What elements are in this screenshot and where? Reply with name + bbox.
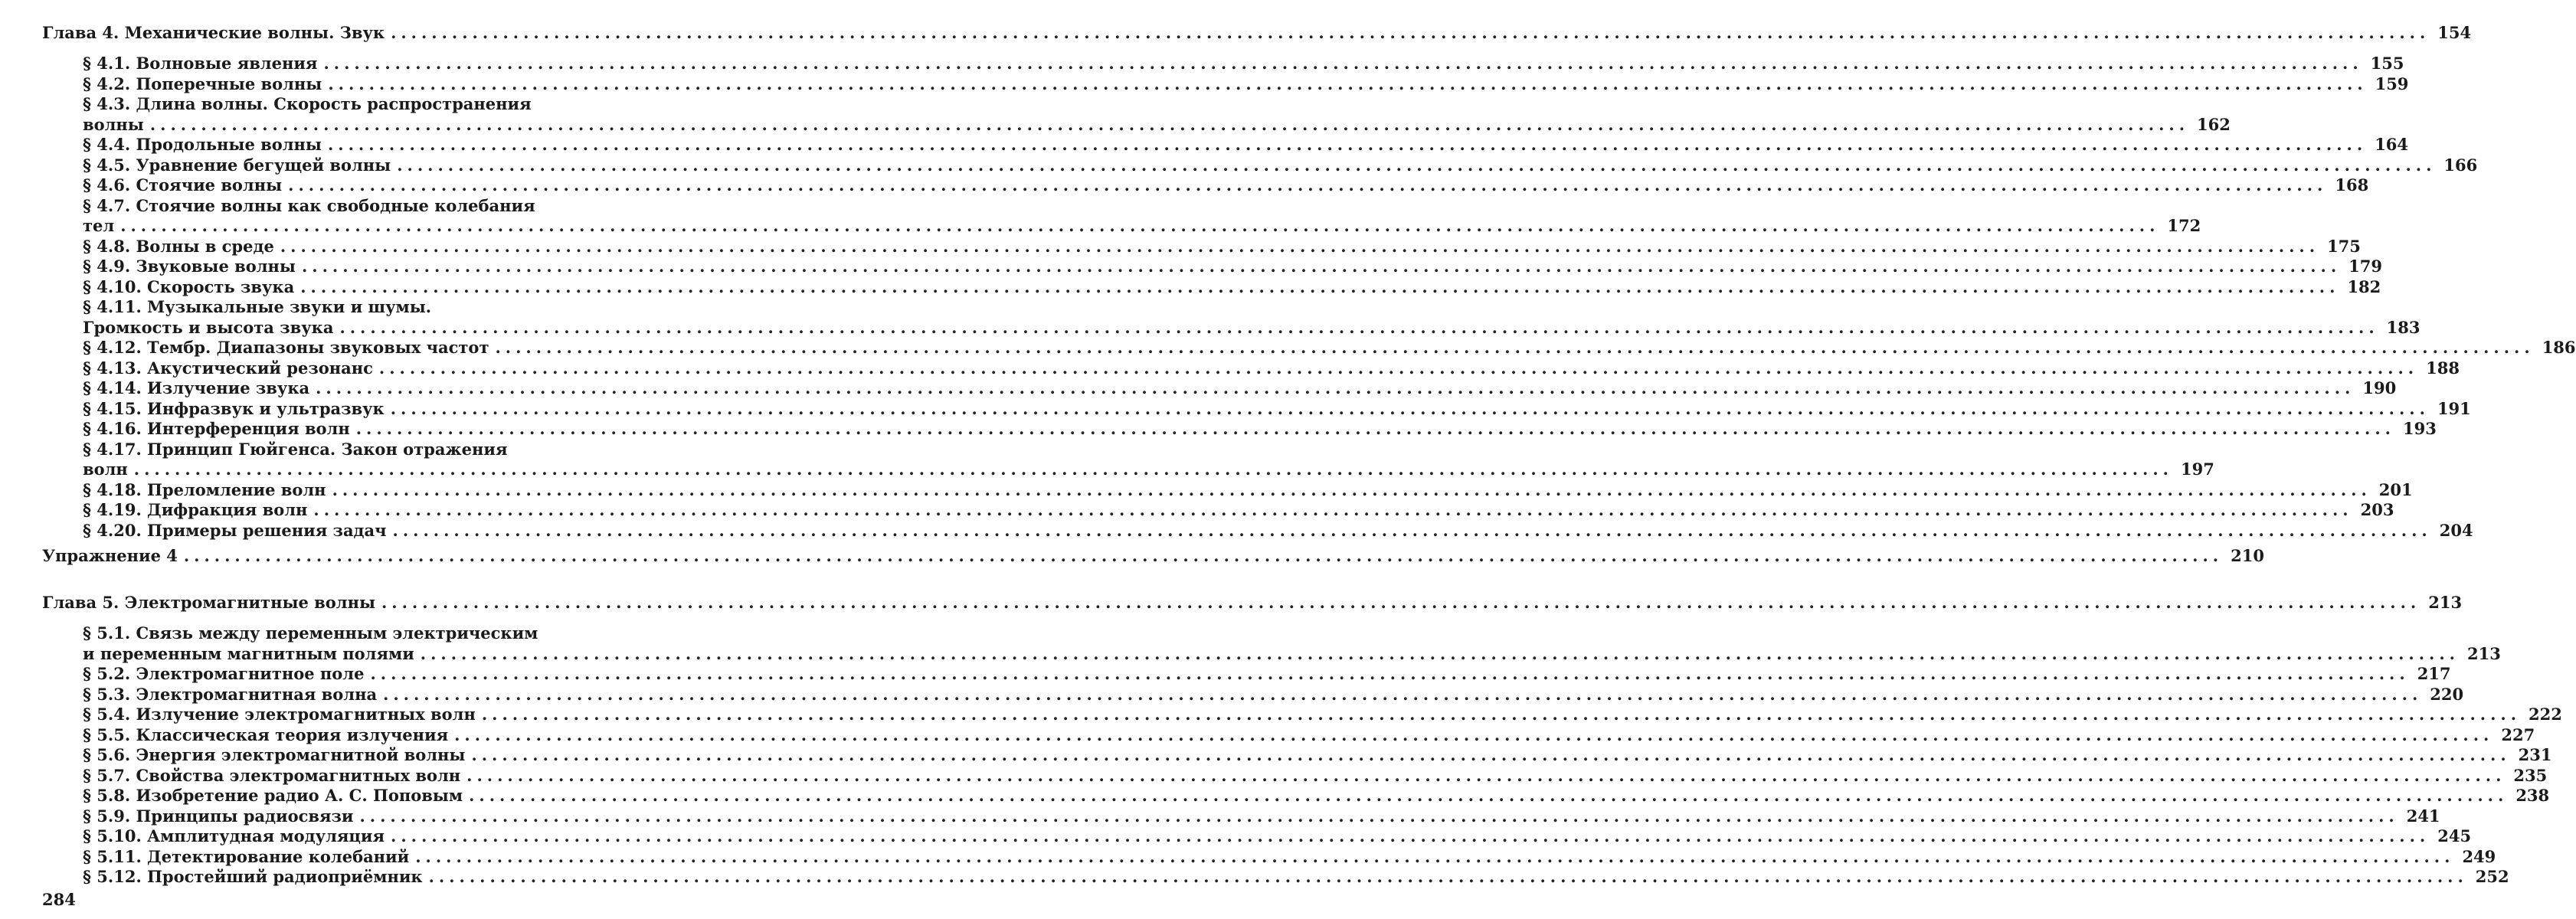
dot-leader: ........................................................................................................................................................................................................ — [471, 745, 2511, 764]
entry-title: § 5.3. Электромагнитная волна — [83, 685, 378, 704]
entry-title: § 5.1. Связь между переменным электрическим — [83, 623, 538, 643]
toc-entry — [83, 196, 672, 216]
entry-title: § 4.7. Стоячие волны как свободные колебания — [83, 196, 535, 215]
entry-title: и переменным магнитным полями — [83, 644, 414, 663]
entry-page: 162 — [2197, 115, 2231, 134]
entry-title: § 4.17. Принцип Гюйгенса. Закон отражения — [83, 440, 508, 459]
entry-page: 213 — [2467, 644, 2501, 663]
entry-title: § 4.1. Волновые явления — [83, 54, 318, 73]
entry-page: 186 — [2542, 338, 2576, 357]
toc-entry — [83, 623, 672, 643]
entry-title: Глава 4. Механические волны. Звук — [42, 23, 385, 42]
entry-title: Глава 5. Электромагнитные волны — [42, 593, 375, 612]
dot-leader: ........................................................................................................................................................................................................ — [332, 480, 2371, 499]
dot-leader: ........................................................................................................................................................................................................ — [280, 237, 2320, 256]
entry-title: § 4.6. Стоячие волны — [83, 175, 283, 195]
toc-entry — [83, 277, 2381, 297]
toc-entry — [83, 867, 2509, 887]
entry-title: § 5.2. Электромагнитное поле — [83, 664, 365, 683]
dot-leader: ........................................................................................................................................................................................................ — [390, 399, 2430, 418]
chapter-heading — [42, 23, 2472, 43]
entry-title: § 4.8. Волны в среде — [83, 237, 274, 256]
entry-page: 241 — [2406, 806, 2440, 826]
entry-title: волн — [83, 460, 128, 479]
entry-title: Громкость и высота звука — [83, 318, 334, 337]
dot-leader: ........................................................................................................................................................................................................ — [428, 867, 2468, 886]
entry-page: 220 — [2430, 685, 2464, 704]
dot-leader: ........................................................................................................................................................................................................ — [370, 664, 2410, 683]
entry-title: § 5.11. Детектирование колебаний — [83, 847, 410, 866]
entry-title: § 5.7. Свойства электромагнитных волн — [83, 766, 461, 785]
toc-entry — [83, 644, 2501, 664]
dot-leader: ........................................................................................................................................................................................................ — [415, 847, 2455, 866]
entry-page: 190 — [2362, 378, 2397, 397]
dot-leader: ........................................................................................................................................................................................................ — [323, 54, 2363, 73]
entry-title: § 4.9. Звуковые волны — [83, 257, 296, 276]
entry-page: 179 — [2349, 257, 2383, 276]
dot-leader: ........................................................................................................................................................................................................ — [301, 257, 2342, 276]
toc-entry — [83, 358, 2460, 378]
dot-leader: ........................................................................................................................................................................................................ — [355, 419, 2395, 438]
dot-leader: ........................................................................................................................................................................................................ — [391, 23, 2430, 42]
toc-entry — [83, 318, 2421, 338]
toc-entry — [83, 94, 672, 114]
dot-leader: ........................................................................................................................................................................................................ — [313, 500, 2353, 519]
dot-leader: ........................................................................................................................................................................................................ — [397, 155, 2437, 175]
dot-leader: ........................................................................................................................................................................................................ — [391, 826, 2430, 845]
dot-leader: ........................................................................................................................................................................................................ — [133, 460, 2173, 479]
dot-leader: ........................................................................................................................................................................................................ — [327, 135, 2368, 154]
entry-page: 154 — [2437, 23, 2472, 42]
entry-title: § 4.18. Преломление волн — [83, 480, 326, 499]
dot-leader: ........................................................................................................................................................................................................ — [183, 546, 2224, 565]
dot-leader: ........................................................................................................................................................................................................ — [378, 358, 2419, 378]
entry-title: § 5.9. Принципы радиосвязи — [83, 806, 354, 826]
toc-entry — [83, 685, 2464, 705]
chapter-heading — [42, 593, 2463, 613]
toc-entry — [83, 440, 672, 460]
entry-title: § 5.5. Классическая теория излучения — [83, 725, 449, 744]
dot-leader: ........................................................................................................................................................................................................ — [288, 175, 2328, 195]
toc-entry — [83, 480, 2413, 500]
entry-page: 222 — [2529, 705, 2562, 724]
entry-page: 182 — [2347, 277, 2381, 296]
toc-entry — [83, 237, 2361, 257]
dot-leader: ........................................................................................................................................................................................................ — [383, 685, 2423, 704]
toc-entry — [83, 399, 2471, 419]
entry-page: 188 — [2426, 358, 2460, 378]
toc-entry — [83, 705, 2562, 724]
dot-leader: ........................................................................................................................................................................................................ — [495, 338, 2535, 357]
toc-entry — [83, 54, 2404, 74]
dot-leader: ........................................................................................................................................................................................................ — [454, 725, 2494, 744]
toc-entry — [83, 257, 2383, 276]
entry-title: § 4.19. Дифракция волн — [83, 500, 308, 519]
dot-leader: ........................................................................................................................................................................................................ — [466, 766, 2506, 785]
entry-title: § 4.12. Тембр. Диапазоны звуковых частот — [83, 338, 489, 357]
exercise-entry — [42, 546, 2264, 566]
entry-title: § 4.5. Уравнение бегущей волны — [83, 155, 391, 175]
entry-page: 238 — [2515, 786, 2550, 805]
toc-entry — [83, 766, 2548, 786]
dot-leader: ........................................................................................................................................................................................................ — [481, 705, 2522, 724]
toc-entry — [83, 460, 2214, 479]
entry-title: § 5.10. Амплитудная модуляция — [83, 826, 385, 845]
entry-title: § 4.13. Акустический резонанс — [83, 358, 373, 378]
entry-page: 204 — [2439, 521, 2473, 540]
dot-leader: ........................................................................................................................................................................................................ — [392, 521, 2432, 540]
entry-title: § 4.10. Скорость звука — [83, 277, 295, 296]
toc-entry — [83, 297, 672, 317]
dot-leader: ........................................................................................................................................................................................................ — [120, 216, 2160, 235]
entry-page: 213 — [2428, 593, 2463, 612]
toc-entry — [83, 378, 2397, 398]
entry-page: 155 — [2370, 54, 2404, 73]
toc-entry — [83, 338, 2576, 358]
entry-title: § 4.14. Излучение звука — [83, 378, 310, 397]
entry-page: 210 — [2231, 546, 2264, 565]
toc-entry — [83, 664, 2451, 684]
entry-page: 159 — [2375, 74, 2409, 93]
entry-title: § 4.11. Музыкальные звуки и шумы. — [83, 297, 432, 316]
toc-entry — [83, 500, 2394, 520]
entry-title: волны — [83, 115, 144, 134]
entry-title: § 5.8. Изобретение радио А. С. Поповым — [83, 786, 463, 805]
entry-page: 249 — [2462, 847, 2496, 866]
entry-title: § 4.2. Поперечные волны — [83, 74, 322, 93]
dot-leader: ........................................................................................................................................................................................................ — [339, 318, 2379, 337]
entry-page: 183 — [2386, 318, 2421, 337]
page-number: 284 — [42, 890, 76, 909]
entry-page: 252 — [2475, 867, 2509, 886]
dot-leader: ........................................................................................................................................................................................................ — [328, 74, 2368, 93]
toc-entry — [83, 155, 2478, 175]
entry-page: 191 — [2437, 399, 2471, 418]
toc-entry — [83, 786, 2550, 806]
entry-page: 193 — [2402, 419, 2437, 438]
entry-page: 175 — [2327, 237, 2361, 256]
toc-entry — [83, 745, 2552, 765]
toc-entry — [83, 419, 2437, 439]
toc-entry — [83, 847, 2496, 867]
entry-title: § 4.20. Примеры решения задач — [83, 521, 387, 540]
entry-page: 168 — [2335, 175, 2369, 195]
entry-page: 231 — [2518, 745, 2552, 764]
entry-title: тел — [83, 216, 115, 235]
toc-entry — [83, 175, 2369, 195]
entry-page: 201 — [2378, 480, 2413, 499]
entry-title: § 4.4. Продольные волны — [83, 135, 322, 154]
entry-title: § 5.6. Энергия электромагнитной волны — [83, 745, 466, 764]
entry-title: § 4.15. Инфразвук и ультразвук — [83, 399, 385, 418]
toc-entry — [83, 216, 2201, 236]
entry-title: Упражнение 4 — [42, 546, 178, 565]
toc-entry — [83, 521, 2473, 541]
dot-leader: ........................................................................................................................................................................................................ — [149, 115, 2190, 134]
entry-page: 203 — [2360, 500, 2394, 519]
toc-entry — [83, 115, 2231, 135]
entry-page: 197 — [2181, 460, 2214, 479]
entry-page: 164 — [2375, 135, 2409, 154]
toc-entry — [83, 74, 2409, 94]
dot-leader: ........................................................................................................................................................................................................ — [359, 806, 2399, 826]
toc-entry — [83, 806, 2440, 826]
entry-page: 217 — [2417, 664, 2451, 683]
toc-entry — [83, 725, 2535, 745]
entry-page: 166 — [2443, 155, 2478, 175]
entry-page: 172 — [2167, 216, 2201, 235]
dot-leader: ........................................................................................................................................................................................................ — [381, 593, 2421, 612]
toc-entry — [83, 826, 2472, 846]
dot-leader: ........................................................................................................................................................................................................ — [469, 786, 2509, 805]
toc-entry — [83, 135, 2409, 155]
entry-page: 227 — [2501, 725, 2535, 744]
entry-title: § 4.16. Интерференция волн — [83, 419, 350, 438]
dot-leader: ........................................................................................................................................................................................................ — [316, 378, 2355, 397]
entry-title: § 5.12. Простейший радиоприёмник — [83, 867, 423, 886]
dot-leader: ........................................................................................................................................................................................................ — [420, 644, 2460, 663]
entry-page: 235 — [2513, 766, 2548, 785]
entry-title: § 5.4. Излучение электромагнитных волн — [83, 705, 476, 724]
entry-page: 245 — [2437, 826, 2472, 845]
dot-leader: ........................................................................................................................................................................................................ — [300, 277, 2340, 296]
entry-title: § 4.3. Длина волны. Скорость распространения — [83, 94, 532, 113]
